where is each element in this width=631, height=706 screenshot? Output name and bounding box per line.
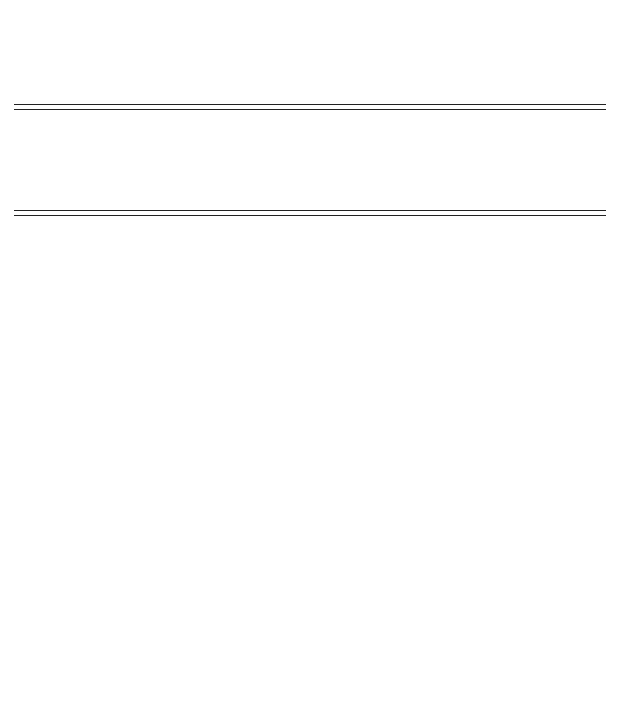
double-rule	[14, 104, 606, 110]
double-rule	[14, 210, 606, 216]
